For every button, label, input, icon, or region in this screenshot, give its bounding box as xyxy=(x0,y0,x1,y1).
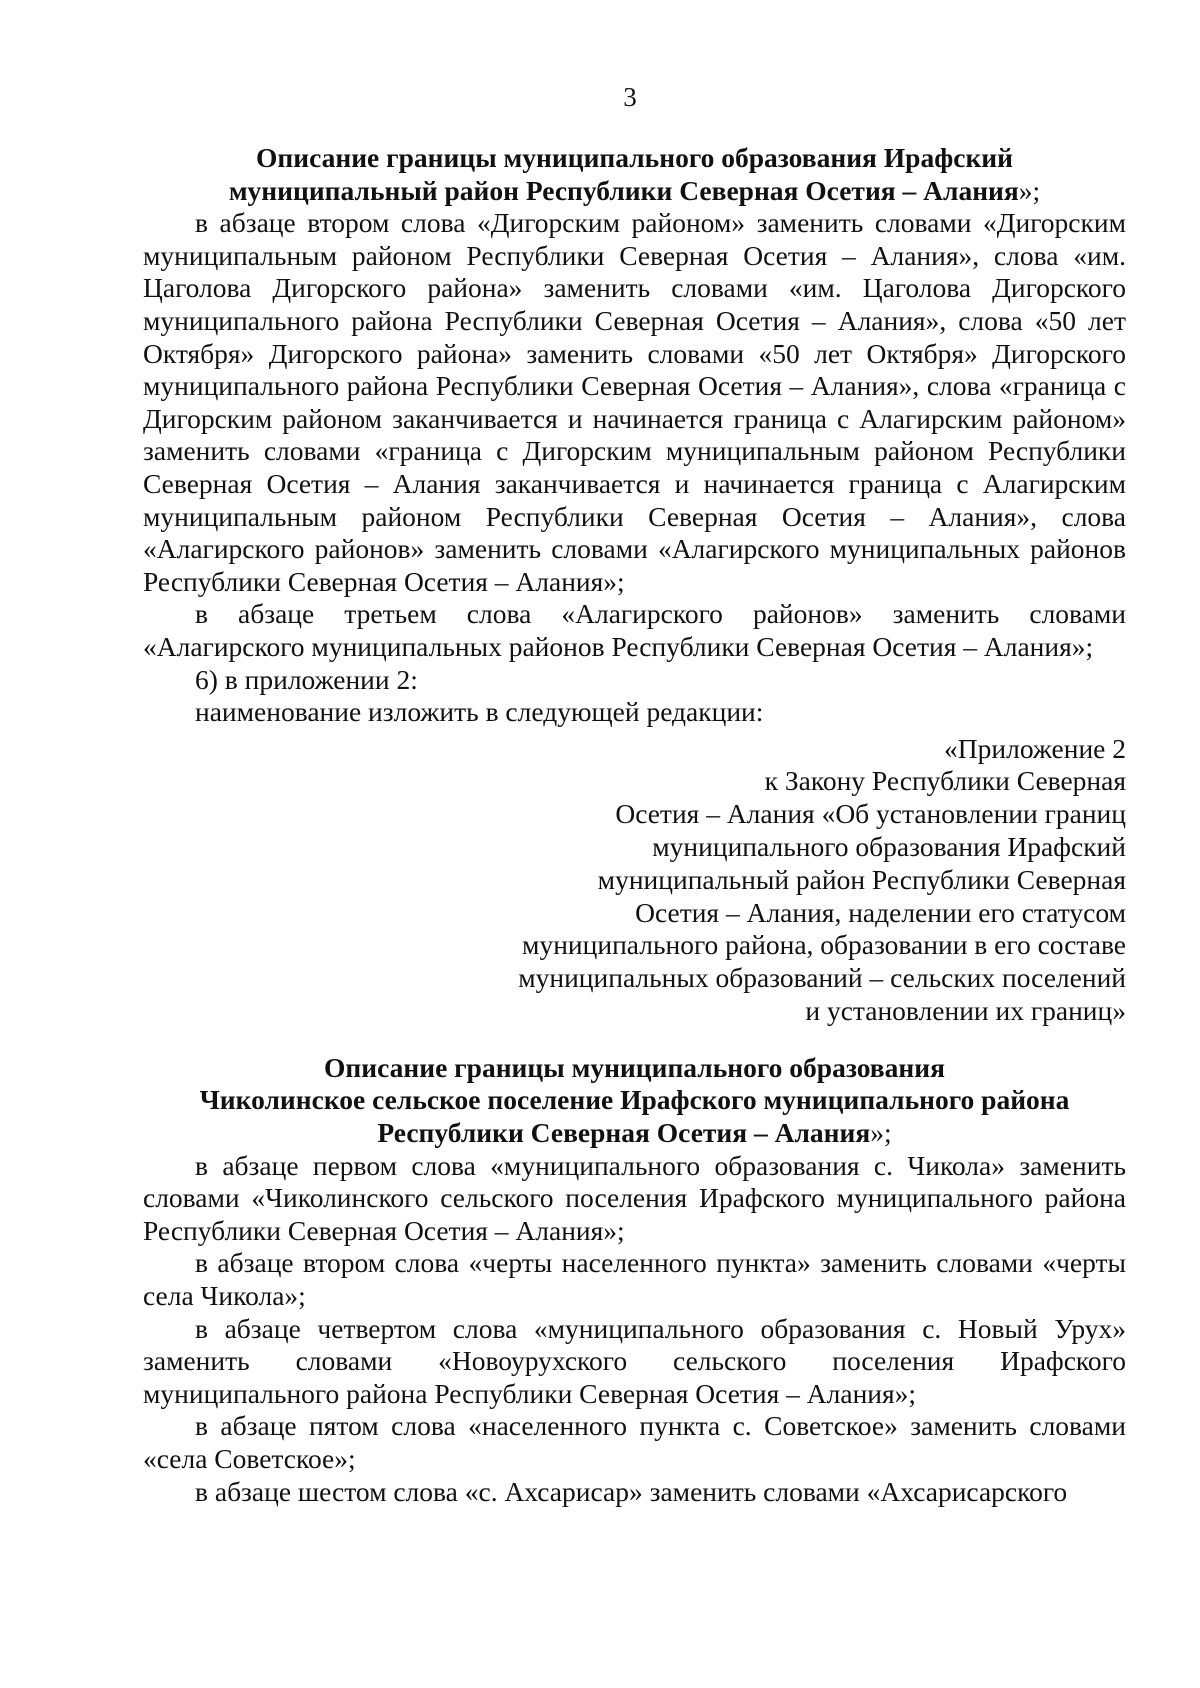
section1-heading-line2: муниципальный район Республики Северная Осетия – Алания xyxy=(228,174,1019,206)
appendix-line: муниципального района, образовании в его составе xyxy=(522,929,1126,961)
section2-heading-line1: Описание границы муниципального образования xyxy=(324,1051,945,1083)
appendix-line: и установлении их границ» xyxy=(805,995,1126,1027)
section1-paragraph-1: в абзаце втором слова «Дигорским районом» заменить словами «Дигорским муниципальным районом Республики Северная Осетия – Алания», слова «им. Цаголова Дигорского района» заменить словами «им. Цаголова Дигорского муниципального района Республики Северная Осетия – Алания», слова «50 лет Октября» Дигорского района» заменить словами «50 лет Октября» Дигорского муниципального района Республики Северная Осетия – Алания», слова «граница с Дигорским районом заканчивается и начинается граница с Алагирским районом» заменить словами «граница с Дигорским муниципальным районом Республики Северная Осетия – Алания заканчивается и начинается граница с Алагирским муниципальным районом Республики Северная Осетия – Алания», слова «Алагирского районов» заменить словами «Алагирского муниципальных районов Республики Северная Осетия – Алания»; xyxy=(143,207,1126,597)
section2-paragraph-1: в абзаце первом слова «муниципального образования с. Чикола» заменить словами «Чиколинского сельского поселения Ирафского муниципального района Республики Северная Осетия – Алания»; xyxy=(143,1149,1126,1246)
appendix-line: муниципальных образований – сельских поселений xyxy=(518,962,1126,994)
section1-line-appendix-ref: 6) в приложении 2: xyxy=(195,663,418,695)
section1-heading xyxy=(143,142,1126,207)
section1-heading-tail: »; xyxy=(1018,174,1041,206)
section2-paragraph-2: в абзаце втором слова «черты населенного пункта» заменить словами «черты села Чикола»; xyxy=(143,1247,1126,1312)
section1-heading-line1: Описание границы муниципального образования Ирафский xyxy=(256,142,1013,173)
section2-heading-tail: »; xyxy=(870,1117,892,1149)
appendix-line: к Закону Республики Северная xyxy=(764,765,1126,797)
section2-heading-line2: Чиколинское сельское поселение Ирафского муниципального района xyxy=(199,1084,1070,1116)
appendix-line: муниципальный район Республики Северная xyxy=(597,863,1126,895)
appendix-line: Осетия – Алания «Об установлении границ xyxy=(615,798,1126,830)
appendix-line: «Приложение 2 xyxy=(944,732,1126,764)
section2-paragraph-4: в абзаце пятом слова «населенного пункта с. Советское» заменить словами «села Советское»; xyxy=(143,1410,1126,1474)
section1-paragraph-2: в абзаце третьем слова «Алагирского районов» заменить словами «Алагирского муниципальных районов Республики Северная Осетия – Алания»; xyxy=(143,598,1126,662)
section2-heading-line3: Республики Северная Осетия – Алания xyxy=(377,1117,871,1149)
document-body xyxy=(143,142,1126,1508)
section1-line-new-title: наименование изложить в следующей редакции: xyxy=(195,696,764,728)
appendix-caption xyxy=(143,733,1126,1028)
appendix-line: муниципального образования Ирафский xyxy=(652,831,1126,863)
spacer xyxy=(143,1028,1126,1052)
section2-heading xyxy=(143,1052,1126,1150)
section2-paragraph-5: в абзаце шестом слова «с. Ахсарисар» заменить словами «Ахсарисарского xyxy=(195,1475,1068,1507)
appendix-line: Осетия – Алания, наделении его статусом xyxy=(635,896,1126,928)
page-number: 3 xyxy=(623,82,637,112)
section2-paragraph-3: в абзаце четвертом слова «муниципального образования с. Новый Урух» заменить словами «Новоурухского сельского поселения Ирафского муниципального района Республики Северная Осетия – Алания»; xyxy=(143,1312,1126,1409)
